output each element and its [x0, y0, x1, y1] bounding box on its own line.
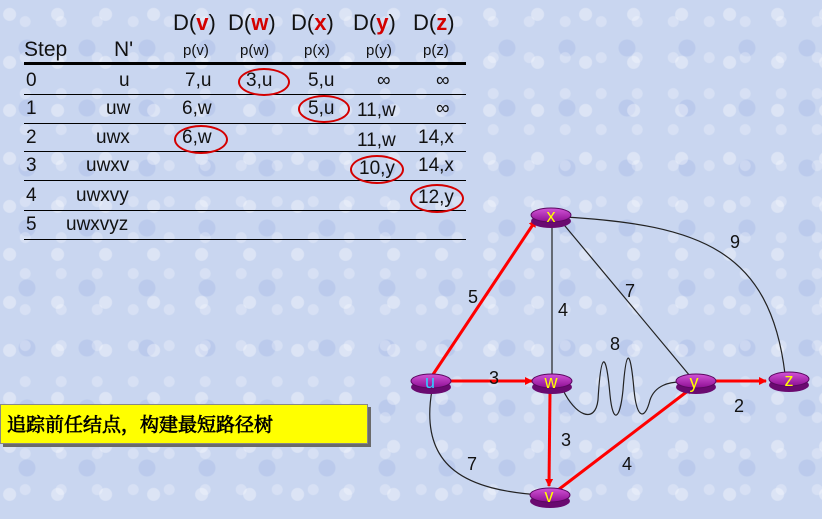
- row1-v: 6,w: [182, 98, 212, 119]
- node-u: [411, 372, 451, 394]
- nprime-header: N': [114, 38, 134, 61]
- weight-u-x: 5: [468, 287, 479, 307]
- row1-n: uw: [106, 98, 131, 119]
- weight-u-v: 7: [467, 454, 478, 474]
- node-u-label: u: [424, 372, 436, 392]
- node-w: [532, 372, 572, 394]
- weight-w-v: 3: [561, 430, 572, 450]
- weight-x-y: 7: [625, 281, 636, 301]
- node-y: [676, 372, 716, 394]
- weight-x-w: 4: [558, 300, 569, 320]
- node-z-label: z: [784, 370, 794, 390]
- row3-z: 14,x: [418, 155, 454, 176]
- row5-step: 5: [26, 214, 37, 235]
- p-header-z: p(z): [423, 42, 449, 59]
- tree-edge-w-v: [549, 392, 550, 486]
- p-header-w: p(w): [240, 42, 270, 59]
- row5-n: uwxvyz: [66, 214, 129, 235]
- node-v: [530, 486, 570, 508]
- row1-x: 5,u: [308, 98, 335, 119]
- weight-w-y: 8: [610, 334, 621, 354]
- col-header-z: D(z): [413, 10, 455, 35]
- tree-edge-u-x: [432, 220, 536, 376]
- node-y-label: y: [689, 372, 699, 392]
- col-header-w: D(w): [228, 10, 276, 35]
- row0-x: 5,u: [308, 70, 335, 91]
- row2-v: 6,w: [182, 127, 212, 148]
- row1-z: ∞: [436, 98, 450, 119]
- row0-y: ∞: [377, 70, 391, 91]
- p-header-x: p(x): [304, 42, 330, 59]
- col-header-x: D(x): [291, 10, 334, 35]
- row2-z: 14,x: [418, 127, 454, 148]
- node-x-label: x: [546, 206, 556, 226]
- row3-step: 3: [26, 155, 37, 176]
- node-w-label: w: [544, 372, 558, 392]
- row0-z: ∞: [436, 70, 450, 91]
- row4-step: 4: [26, 185, 37, 206]
- row0-w: 3,u: [246, 70, 273, 91]
- weight-y-z: 2: [734, 396, 745, 416]
- step-header: Step: [24, 38, 68, 61]
- node-z: [769, 370, 809, 392]
- row0-v: 7,u: [185, 70, 212, 91]
- row4-z: 12,y: [418, 187, 454, 208]
- p-header-v: p(v): [183, 42, 209, 59]
- row4-n: uwxvy: [76, 185, 129, 206]
- weight-v-y: 4: [622, 454, 633, 474]
- edge-x-z: [565, 217, 785, 374]
- row2-y: 11,w: [357, 130, 396, 151]
- row3-n: uwxv: [86, 155, 130, 176]
- weight-u-w: 3: [489, 368, 500, 388]
- tree-edge-v-y: [558, 387, 693, 490]
- row0-n: u: [119, 70, 130, 91]
- row1-step: 1: [26, 98, 37, 119]
- node-v-label: v: [544, 486, 554, 506]
- row1-y: 11,w: [357, 100, 396, 121]
- col-header-v: D(v): [173, 10, 216, 35]
- caption-banner: 追踪前任结点，构建最短路径树: [0, 404, 368, 444]
- row2-n: uwx: [96, 127, 130, 148]
- weight-x-z: 9: [730, 232, 741, 252]
- edge-w-y: [563, 358, 680, 415]
- p-header-y: p(y): [366, 42, 392, 59]
- row2-step: 2: [26, 127, 37, 148]
- node-x: [531, 206, 571, 228]
- row3-y: 10,y: [359, 158, 395, 179]
- row0-step: 0: [26, 70, 37, 91]
- col-header-y: D(y): [353, 10, 396, 35]
- edge-u-v: [430, 390, 540, 495]
